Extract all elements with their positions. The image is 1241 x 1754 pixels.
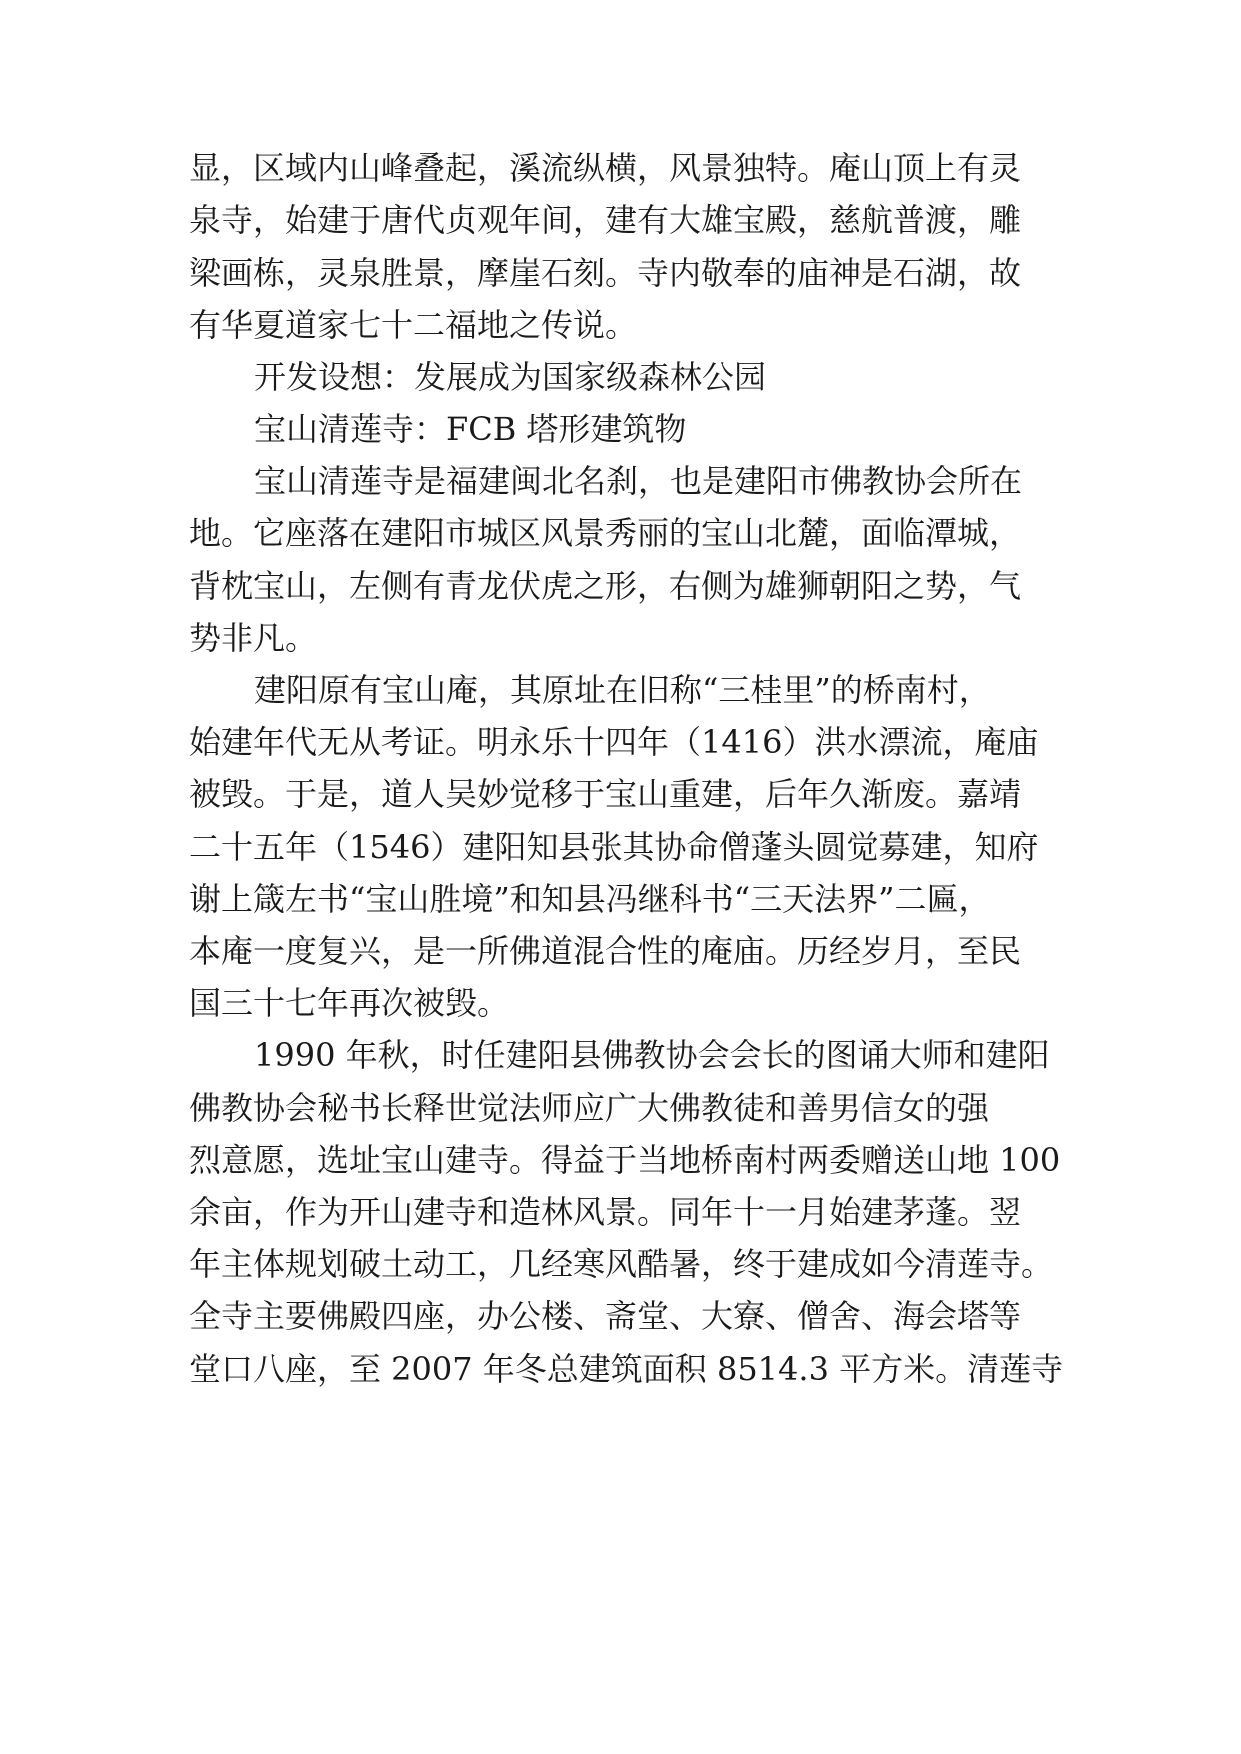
- text-line: 国三十七年再次被毁。: [189, 984, 510, 1022]
- text-line: 二十五年（1546）建阳知县张其协命僧蓬头圆觉募建，知府: [189, 828, 1039, 866]
- paragraph-first-line: 1990 年秋，时任建阳县佛教协会会长的图诵大师和建阳: [254, 1036, 1050, 1074]
- paragraph-first-line: 建阳原有宝山庵，其原址在旧称“三桂里”的桥南村，: [254, 671, 991, 709]
- text-line: 被毁。于是，道人吴妙觉移于宝山重建，后年久渐废。嘉靖: [189, 775, 1022, 813]
- text-line: 显，区域内山峰叠起，溪流纵横，风景独特。庵山顶上有灵: [189, 149, 1022, 187]
- text-line: 势非凡。: [189, 619, 318, 657]
- text-line: 地。它座落在建阳市城区风景秀丽的宝山北麓，面临潭城，: [189, 514, 1022, 552]
- text-line: 余亩，作为开山建寺和造林风景。同年十一月始建茅蓬。翌: [189, 1193, 1022, 1231]
- text-line: 有华夏道家七十二福地之传说。: [189, 306, 638, 344]
- section-heading: 宝山清莲寺：FCB 塔形建筑物: [254, 410, 687, 448]
- section-heading: 开发设想：发展成为国家级森林公园: [254, 358, 767, 396]
- text-line: 背枕宝山，左侧有青龙伏虎之形，右侧为雄狮朝阳之势，气: [189, 567, 1022, 605]
- text-line: 谢上箴左书“宝山胜境”和知县冯继科书“三天法界”二匾，: [189, 880, 991, 918]
- text-line: 始建年代无从考证。明永乐十四年（1416）洪水漂流，庵庙: [189, 723, 1039, 761]
- text-line: 梁画栋，灵泉胜景，摩崖石刻。寺内敬奉的庙神是石湖，故: [189, 254, 1022, 292]
- text-line: 年主体规划破土动工，几经寒风酷暑，终于建成如今清莲寺。: [189, 1245, 1054, 1283]
- paragraph-first-line: 宝山清莲寺是福建闽北名刹，也是建阳市佛教协会所在: [254, 462, 1023, 500]
- text-line: 泉寺，始建于唐代贞观年间，建有大雄宝殿，慈航普渡，雕: [189, 201, 1022, 239]
- text-line: 佛教协会秘书长释世觉法师应广大佛教徒和善男信女的强: [189, 1089, 990, 1127]
- text-line: 本庵一度复兴，是一所佛道混合性的庵庙。历经岁月，至民: [189, 932, 1022, 970]
- text-line: 全寺主要佛殿四座，办公楼、斋堂、大寮、僧舍、海会塔等: [189, 1297, 1022, 1335]
- text-line: 堂口八座，至 2007 年冬总建筑面积 8514.3 平方米。清莲寺: [189, 1350, 1064, 1388]
- text-line: 烈意愿，选址宝山建寺。得益于当地桥南村两委赠送山地 100: [189, 1141, 1061, 1179]
